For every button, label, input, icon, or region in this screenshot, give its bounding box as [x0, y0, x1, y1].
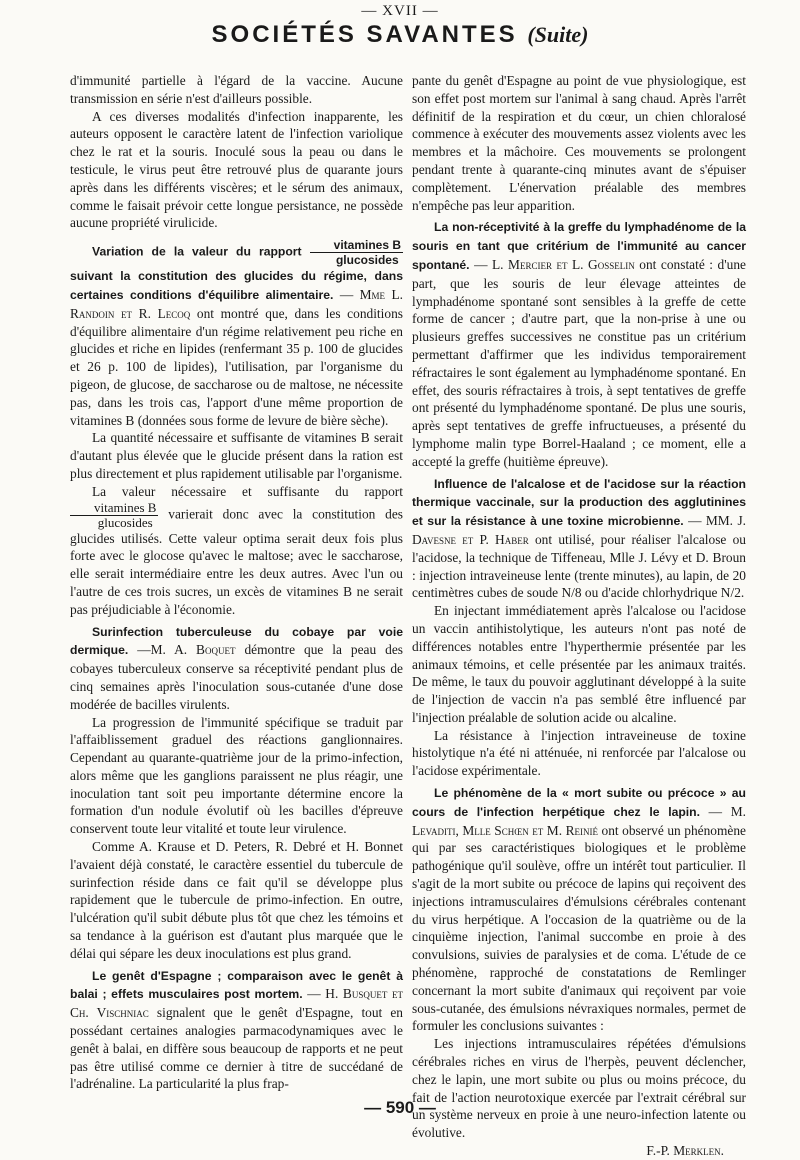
paragraph: Les injections intramusculaires répétées d'émulsions cérébrales riches en virus de l'herpès, peuvent déclencher, chez le lapin, une mort subite ou plus ou moins précoce, du fait de l'action neurotoxique exercée par l'extrait cérébral sur un système nerveux en proie à une neuro-infection latente ou évolutive. [412, 1036, 746, 1141]
heading-text: Influence de l'alcalose et de l'acidose sur la réaction thermique vaccinale, sur la production des agglutinines et sur la résistance à une toxine microbienne. [412, 476, 746, 529]
body-text: signalent que le genêt d'Espagne, tout en possédant certaines analogies parmacodynamiques avec le genêt à balai, en diffère sous beaucoup de rapports et ne peut pas être utilisé comme ce dernier à titre de succédané de l'adrénaline. La particularité la plus frap- [70, 1005, 404, 1092]
fraction-denominator: glucosides [335, 253, 399, 268]
paragraph: La progression de l'immunité spécifique se traduit par l'affaiblissement graduel des réactions ganglionnaires. Cependant au quarante-quatrième jour de la primo-infection, alors même que les ganglions paraissent ne plus réagir, une inoculation tant soit peu importante détermine encore la formation d'un nodule évolutif où les bacilles d'épreuve conservent toute leur vitalité et toute leur virulence. [70, 714, 403, 837]
article-heading [412, 218, 746, 470]
authors: — M. Levaditi, Mlle Schœn et M. Reinié [412, 803, 746, 838]
page-number: — 590 — [364, 1098, 436, 1117]
body-text: La valeur nécessaire et suffisante du rapport [92, 483, 403, 499]
article-heading [412, 784, 746, 1035]
ratio-fraction [310, 238, 403, 267]
running-head: — XVII — [361, 3, 439, 19]
article-heading [70, 238, 403, 429]
signature: F.-P. Merklen. [646, 1143, 724, 1159]
heading-text: Le phénomène de la « mort subite ou précoce » au cours de l'infection herpétique chez le lapin. [412, 786, 746, 819]
authors: — H. Busquet et Ch. Vischniac [70, 986, 403, 1021]
paragraph: La quantité nécessaire et suffisante de vitamines B serait d'autant plus élevée que le glucide présent dans la ration est plus directement et plus rapidement utilisable par l'organisme. [70, 430, 403, 481]
body-text: ont utilisé, pour réaliser l'alcalose ou l'acidose, la technique de Tiffeneau, Mlle J. Lévy et D. Broun : injection intraveineuse lente (trente minutes), au lapin, de 20 centimètres cubes de soude N/8 ou d'acide chlorhydrique N/2. [412, 531, 746, 601]
ratio-fraction [70, 501, 158, 530]
fraction-numerator: vitamines B [70, 501, 158, 516]
heading-text: Variation de la valeur du rapport [92, 244, 302, 259]
title-suite: (Suite) [527, 22, 589, 47]
heading-text: Surinfection tuberculeuse du cobaye par voie dermique. [70, 624, 403, 658]
article-heading [70, 623, 403, 714]
right-column [412, 72, 746, 1160]
paragraph: La résistance à l'injection intraveineuse de toxine histolytique n'a été ni atténuée, ni renforcée par l'alcalose ou l'acidose expérimentale. [412, 727, 746, 779]
left-column [70, 72, 403, 1093]
paragraph [70, 483, 403, 619]
authors: — MM. J. Davesne et P. Haber [412, 513, 747, 547]
paragraph: En injectant immédiatement après l'alcalose ou l'acidose un vaccin antihistolytique, les auteurs n'ont pas noté de différences notables entre l'hyperthermie présentée par les animaux témoins, et celle présentée par les animaux traités. De même, le taux du pouvoir agglutinant développé à la suite de l'injection de vaccin n'a pas semblé être influencé par l'injection préalable de solution acide ou alcaline. [412, 603, 746, 725]
heading-text: La non-réceptivité à la greffe du lymphadénome de la souris en tant que critérium de l'immunité au cancer spontané. [412, 220, 746, 272]
heading-text: Le genêt d'Espagne ; comparaison avec le genêt à balai ; effets musculaires post mortem. [70, 968, 403, 1002]
paragraph: d'immunité partielle à l'égard de la vaccine. Aucune transmission en série n'est d'ailleurs possible. [70, 73, 403, 106]
paragraph: Comme A. Krause et D. Peters, R. Debré et H. Bonnet l'avaient déjà constaté, le caractère essentiel du tubercule de surinfection réside dans ce fait qu'il se développe plus rapidement que le tubercule de primo-infection. En outre, l'ulcération qu'il subit débute plus tôt que chez les témoins et sa tendance à la guérison est d'autant plus marquée que le délai qui sépare les deux inoculations est plus grand. [70, 839, 403, 961]
authors: — L. Mercier et L. Gosselin [474, 256, 635, 272]
fraction-numerator: vitamines B [310, 238, 403, 253]
paragraph: pante du genêt d'Espagne au point de vue physiologique, est son effet post mortem sur l'animal à sang chaud. Après l'arrêt définitif de la respiration et du cœur, un chien chloralosé commence à exécuter des mouvements assez violents avec les membres et la mâchoire. Ces mouvements se prolongent pendant trente à quarante-cinq minutes avant de s'épuiser complètement. L'énervation préalable des membres n'empêche pas leur apparition. [412, 73, 746, 213]
heading-text: suivant la constitution des glucides du régime, dans certaines conditions d'équilibre alimentaire. [70, 269, 403, 302]
paragraph: A ces diverses modalités d'infection inapparente, les auteurs opposent le caractère latent de l'infection variolique chez le rat et la souris. Inoculé sous la peau ou dans le testicule, le virus peut être retrouvé plus de quarante jours après dans les différents viscères; et le sérum des animaux, comme le faisait prévoir cette longue persistance, ne possède aucune propriété virulicide. [70, 108, 403, 231]
body-text: ont montré que, dans les conditions d'équilibre alimentaire d'un régime relativement peu riche en glucides et riche en lipides (renfermant 35 p. 100 de glucides et 26 p. 100 de lipides), l'utilisation, par l'organisme du pigeon, de glucose, de saccharose ou de maltose, ne nécessite pas, dans les trois cas, l'apport d'une même proportion de vitamines B (données sous forme de levure de bière sèche). [70, 305, 403, 428]
authors: — Mme L. Randoin et R. Lecoq [70, 286, 403, 321]
body-text: ont constaté : d'une part, que les souris de leur élevage atteintes de lymphadénome spontané sont sensibles à la greffe de cette forme de cancer ; d'autre part, que la non-prise à une ou plusieurs greffes successives ne constitue pas un critérium permettant d'affirmer que les individus temporairement réfractaires le sont également au lymphadénome spontané. En effet, des souris réfractaires à trois, à sept tentatives de greffe ont présenté du lymphadénome spontané. De plus une souris, après sept tentatives de greffe infructueuses, a présenté du lymphome malin type Borrel-Haaland ; ce moment, elle a accepté la greffe (huitième épreuve). [412, 256, 746, 469]
body-text: ont observé un phénomène qui par ses caractéristiques biologiques et le problème pathogénique qu'il soulève, offre un intérêt tout particulier. Il s'agit de la mort subite ou précoce de lapins qui reçoivent des injections intramusculaires d'émulsions cérébrales contenant du virus herpétique. A l'occasion de la quatrième ou de la cinquième injection, l'animal succombe en proie à des convulsions, suivies de paralysies et de coma. L'étude de ce phénomène, rapproché de constatations de Remlinger concernant la mort subite d'animaux qui reçoivent par voie sous-cutanée, des émulsions névraxiques normales, permet de formuler les conclusions suivantes : [412, 822, 746, 1034]
article-heading [412, 475, 746, 603]
fraction-denominator: glucosides [97, 514, 153, 530]
body-text: varierait donc avec la constitution des glucides utilisés. Cette valeur optima serait deux fois plus forte avec le glocose qu'avec le maltose; avec le saccharose, elle serait intermédiaire entre les deux autres. Avec l'un ou l'autre de ces trois sucres, un excès de vitamines B ne serait pas préjudiciable à l'économie. [70, 506, 403, 617]
body-text: démontre que la peau des cobayes tuberculeux conserve sa réceptivité pendant plus de cinq semaines après l'inoculation sous-cutanée d'une dose modérée de bacilles virulents. [70, 642, 403, 712]
page-title [0, 21, 800, 49]
article-heading [70, 967, 403, 1094]
authors: —M. A. Boquet [137, 642, 236, 658]
title-main: SOCIÉTÉS SAVANTES [211, 21, 518, 48]
